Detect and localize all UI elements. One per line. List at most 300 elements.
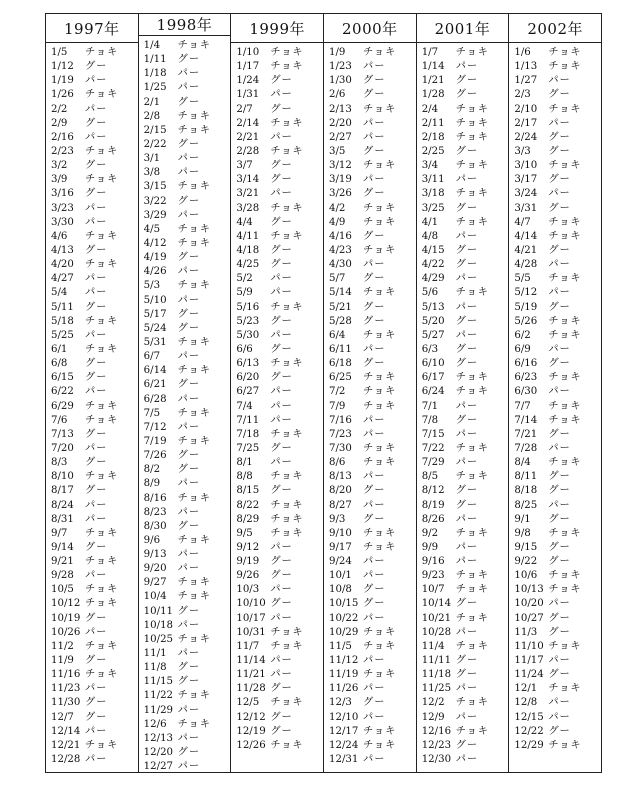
entry-row <box>514 230 601 244</box>
entry-row <box>144 39 231 53</box>
entry-date: 12/24 <box>329 739 359 751</box>
entry-date: 6/7 <box>143 351 161 363</box>
entry-date: 9/2 <box>421 527 439 539</box>
entry-hand: パー <box>270 584 293 596</box>
entry-date: 10/8 <box>329 584 352 596</box>
entry-hand: グー <box>270 725 293 737</box>
entry-date: 4/21 <box>514 244 538 256</box>
entry-row <box>236 159 323 173</box>
entry-hand: グー <box>177 747 201 759</box>
entry-hand: パー <box>270 89 293 101</box>
entry-row <box>514 597 601 611</box>
entry-date: 5/7 <box>329 273 346 285</box>
entry-hand: グー <box>270 259 293 271</box>
entry-hand: チョキ <box>85 669 119 681</box>
entry-hand: チョキ <box>270 202 304 214</box>
entry-row <box>144 378 231 392</box>
entry-row <box>422 555 509 569</box>
entry-row <box>236 612 323 626</box>
entry-date: 5/19 <box>514 301 538 313</box>
entry-date: 11/9 <box>51 655 74 667</box>
entry-date: 6/21 <box>143 379 167 391</box>
entry-hand: グー <box>85 160 108 172</box>
entry-date: 9/9 <box>421 541 439 553</box>
entry-hand: パー <box>548 499 571 511</box>
entry-date: 1/18 <box>143 68 167 80</box>
entry-hand: パー <box>455 626 479 638</box>
entry-date: 11/12 <box>329 655 359 667</box>
entry-row <box>51 541 138 555</box>
entry-hand: チョキ <box>455 570 489 582</box>
entry-row <box>514 371 601 385</box>
entry-row <box>329 60 416 74</box>
entry-row <box>329 725 416 739</box>
entry-date: 11/2 <box>51 640 74 652</box>
entry-row <box>51 74 138 88</box>
entry-row <box>422 612 509 626</box>
entry-hand: パー <box>177 549 201 561</box>
entry-date: 4/23 <box>329 244 352 256</box>
entry-row <box>422 499 509 513</box>
entry-hand: チョキ <box>363 527 397 539</box>
entry-row <box>236 74 323 88</box>
entry-date: 9/23 <box>421 570 445 582</box>
entry-hand: チョキ <box>85 343 119 355</box>
entry-date: 2/4 <box>421 103 439 115</box>
entry-date: 2/16 <box>51 131 74 143</box>
entry-date: 11/4 <box>421 640 445 652</box>
entry-hand: チョキ <box>548 527 582 539</box>
entry-row <box>144 732 231 746</box>
entry-row <box>236 400 323 414</box>
entry-hand: グー <box>85 372 108 384</box>
entry-row <box>236 286 323 300</box>
entry-row <box>144 138 231 152</box>
entry-row <box>51 400 138 414</box>
entry-row <box>329 202 416 216</box>
entry-row <box>422 711 509 725</box>
entry-row <box>144 562 231 576</box>
entry-hand: チョキ <box>455 160 489 172</box>
entry-hand: パー <box>363 131 386 143</box>
entry-row <box>51 315 138 329</box>
entry-hand: グー <box>270 372 293 384</box>
entry-date: 12/3 <box>329 697 352 709</box>
entry-hand: チョキ <box>548 329 582 341</box>
entry-hand: グー <box>85 655 108 667</box>
entry-row <box>144 633 231 647</box>
entry-date: 8/16 <box>143 492 167 504</box>
entry-row <box>514 739 601 753</box>
entry-date: 10/20 <box>514 598 544 610</box>
entry-date: 8/2 <box>143 464 161 476</box>
entry-row <box>329 187 416 201</box>
entry-row <box>422 46 509 60</box>
entry-hand: パー <box>363 428 386 440</box>
entry-hand: パー <box>548 655 571 667</box>
entry-row <box>422 640 509 654</box>
entry-row <box>144 265 231 279</box>
entry-row <box>329 456 416 470</box>
entry-date: 8/12 <box>421 485 445 497</box>
entry-date: 4/28 <box>514 259 538 271</box>
year-column <box>231 14 324 772</box>
entry-hand: グー <box>363 230 386 242</box>
entry-date: 3/12 <box>329 160 352 172</box>
entry-hand: チョキ <box>270 527 304 539</box>
entry-date: 4/29 <box>421 273 445 285</box>
entry-date: 4/6 <box>51 230 68 242</box>
entry-row <box>144 760 231 774</box>
entry-row <box>422 145 509 159</box>
entry-date: 3/3 <box>514 145 531 157</box>
entry-date: 9/6 <box>143 534 161 546</box>
entry-date: 11/26 <box>329 683 359 695</box>
entry-date: 7/19 <box>143 435 167 447</box>
entry-row <box>329 117 416 131</box>
entry-hand: チョキ <box>455 216 489 228</box>
entry-hand: パー <box>85 202 108 214</box>
entry-row <box>422 442 509 456</box>
entry-hand: パー <box>85 329 108 341</box>
entry-date: 12/30 <box>421 754 452 766</box>
entry-row <box>514 60 601 74</box>
entry-date: 3/25 <box>421 202 445 214</box>
year-header: 2002年 <box>509 14 601 43</box>
entry-row <box>329 499 416 513</box>
entry-date: 12/22 <box>514 725 544 737</box>
entry-date: 3/11 <box>421 174 445 186</box>
entry-hand: パー <box>548 343 571 355</box>
entry-hand: チョキ <box>548 570 582 582</box>
entry-hand: チョキ <box>177 181 211 193</box>
entry-hand: チョキ <box>363 541 397 553</box>
entry-row <box>51 202 138 216</box>
entry-date: 7/4 <box>236 400 253 412</box>
entry-row <box>236 371 323 385</box>
entry-hand: グー <box>270 598 293 610</box>
entry-date: 11/17 <box>514 655 544 667</box>
entry-row <box>422 258 509 272</box>
entry-date: 7/6 <box>51 414 68 426</box>
entry-date: 6/15 <box>51 372 74 384</box>
entry-date: 3/31 <box>514 202 538 214</box>
entry-row <box>51 301 138 315</box>
entry-date: 4/22 <box>421 259 445 271</box>
entry-hand: チョキ <box>548 457 582 469</box>
entry-hand: パー <box>455 428 479 440</box>
entry-row <box>329 654 416 668</box>
entry-row <box>329 88 416 102</box>
entry-date: 12/19 <box>236 725 266 737</box>
entry-hand: パー <box>85 287 108 299</box>
entry-date: 1/27 <box>514 75 538 87</box>
entry-hand: パー <box>363 711 386 723</box>
entry-hand: チョキ <box>455 697 489 709</box>
entry-list <box>231 43 323 753</box>
entry-date: 6/3 <box>421 343 439 355</box>
entry-row <box>236 216 323 230</box>
entry-row <box>51 216 138 230</box>
entry-hand: チョキ <box>363 103 397 115</box>
entry-date: 11/28 <box>236 683 266 695</box>
entry-hand: グー <box>548 669 571 681</box>
entry-row <box>422 682 509 696</box>
entry-row <box>51 258 138 272</box>
entry-hand: グー <box>363 315 386 327</box>
entry-date: 10/21 <box>421 612 452 624</box>
entry-date: 1/14 <box>421 61 445 73</box>
entry-date: 10/25 <box>143 633 174 645</box>
entry-hand: チョキ <box>548 640 582 652</box>
entry-row <box>329 470 416 484</box>
entry-hand: パー <box>177 704 201 716</box>
entry-row <box>236 428 323 442</box>
entry-date: 5/20 <box>421 315 445 327</box>
entry-date: 5/26 <box>514 315 538 327</box>
entry-row <box>514 385 601 399</box>
entry-hand: グー <box>455 598 479 610</box>
entry-hand: チョキ <box>363 640 397 652</box>
entry-date: 7/14 <box>514 414 538 426</box>
entry-date: 12/15 <box>514 711 544 723</box>
entry-date: 4/25 <box>236 259 260 271</box>
entry-hand: グー <box>85 301 108 313</box>
entry-hand: グー <box>548 358 571 370</box>
entry-date: 3/8 <box>143 167 161 179</box>
entry-hand: グー <box>363 584 386 596</box>
entry-row <box>144 647 231 661</box>
entry-row <box>329 230 416 244</box>
entry-date: 3/4 <box>421 160 439 172</box>
entry-hand: チョキ <box>548 315 582 327</box>
entry-date: 6/22 <box>51 386 74 398</box>
entry-row <box>144 336 231 350</box>
entry-row <box>51 739 138 753</box>
entry-date: 4/8 <box>421 230 439 242</box>
entry-row <box>422 159 509 173</box>
entry-hand: チョキ <box>85 174 119 186</box>
entry-date: 12/29 <box>514 739 544 751</box>
entry-date: 4/1 <box>421 216 439 228</box>
entry-hand: チョキ <box>177 280 211 292</box>
entry-hand: チョキ <box>85 471 119 483</box>
entry-hand: チョキ <box>548 47 582 58</box>
entry-row <box>422 428 509 442</box>
entry-date: 1/25 <box>143 82 167 94</box>
entry-hand: グー <box>548 725 571 737</box>
entry-hand: パー <box>363 117 386 129</box>
entry-hand: チョキ <box>177 110 211 122</box>
entry-row <box>422 343 509 357</box>
entry-hand: グー <box>455 485 479 497</box>
entry-row <box>514 357 601 371</box>
entry-row <box>422 301 509 315</box>
entry-hand: グー <box>455 739 479 751</box>
entry-row <box>236 654 323 668</box>
entry-date: 12/27 <box>143 761 174 773</box>
entry-hand: グー <box>363 598 386 610</box>
entry-hand: パー <box>363 655 386 667</box>
entry-row <box>144 421 231 435</box>
entry-row <box>422 725 509 739</box>
entry-hand: チョキ <box>455 471 489 483</box>
entry-hand: パー <box>270 612 293 624</box>
entry-hand: パー <box>270 287 293 299</box>
entry-hand: チョキ <box>177 223 211 235</box>
entry-hand: グー <box>85 358 108 370</box>
entry-row <box>51 711 138 725</box>
entry-row <box>236 414 323 428</box>
entry-hand: グー <box>363 145 386 157</box>
entry-hand: パー <box>85 513 108 525</box>
entry-date: 12/14 <box>51 725 81 737</box>
entry-hand: パー <box>177 294 201 306</box>
entry-hand: グー <box>270 174 293 186</box>
entry-row <box>514 640 601 654</box>
entry-row <box>514 583 601 597</box>
entry-row <box>144 364 231 378</box>
entry-row <box>236 569 323 583</box>
entry-row <box>514 301 601 315</box>
entry-row <box>422 74 509 88</box>
entry-date: 5/3 <box>143 280 161 292</box>
entry-row <box>51 244 138 258</box>
entry-date: 8/5 <box>421 471 439 483</box>
entry-row <box>144 124 231 138</box>
entry-date: 5/24 <box>143 322 167 334</box>
entry-row <box>422 470 509 484</box>
entry-date: 5/31 <box>143 336 167 348</box>
entry-date: 1/30 <box>329 75 352 87</box>
entry-row <box>514 145 601 159</box>
entry-date: 2/25 <box>421 145 445 157</box>
entry-date: 4/27 <box>51 273 74 285</box>
entry-date: 8/13 <box>329 471 352 483</box>
entry-row <box>514 173 601 187</box>
entry-row <box>329 597 416 611</box>
entry-date: 9/26 <box>236 570 260 582</box>
entry-row <box>144 166 231 180</box>
entry-date: 6/11 <box>329 343 352 355</box>
entry-date: 11/11 <box>421 655 452 667</box>
entry-hand: チョキ <box>455 131 489 143</box>
entry-row <box>329 272 416 286</box>
entry-row <box>422 272 509 286</box>
entry-row <box>422 216 509 230</box>
entry-hand: チョキ <box>548 414 582 426</box>
entry-row <box>51 414 138 428</box>
entry-hand: チョキ <box>177 40 211 51</box>
entry-row <box>422 513 509 527</box>
entry-row <box>51 159 138 173</box>
entry-hand: チョキ <box>548 273 582 285</box>
entry-hand: パー <box>270 669 293 681</box>
entry-hand: パー <box>177 421 201 433</box>
entry-row <box>329 400 416 414</box>
entry-date: 6/23 <box>514 372 538 384</box>
entry-row <box>144 746 231 760</box>
entry-row <box>514 414 601 428</box>
year-header: 1999年 <box>231 14 323 43</box>
entry-hand: チョキ <box>455 287 489 299</box>
entry-row <box>329 103 416 117</box>
entry-row <box>514 555 601 569</box>
entry-date: 5/17 <box>143 308 167 320</box>
entry-date: 10/27 <box>514 612 544 624</box>
entry-hand: チョキ <box>363 372 397 384</box>
entry-date: 12/21 <box>51 739 81 751</box>
entry-hand: グー <box>177 379 201 391</box>
entry-row <box>329 711 416 725</box>
entry-date: 1/28 <box>421 89 445 101</box>
entry-row <box>514 400 601 414</box>
entry-hand: パー <box>85 273 108 285</box>
entry-date: 2/18 <box>421 131 445 143</box>
entry-hand: チョキ <box>85 739 119 751</box>
entry-date: 11/15 <box>143 676 174 688</box>
entry-hand: パー <box>548 117 571 129</box>
entry-date: 9/20 <box>143 563 167 575</box>
entry-date: 9/1 <box>514 513 531 525</box>
entry-row <box>144 237 231 251</box>
entry-row <box>329 357 416 371</box>
entry-row <box>514 258 601 272</box>
entry-row <box>422 371 509 385</box>
entry-date: 11/25 <box>421 683 452 695</box>
entry-hand: グー <box>270 103 293 115</box>
entry-row <box>514 46 601 60</box>
entry-hand: グー <box>363 89 386 101</box>
entry-row <box>51 583 138 597</box>
entry-date: 8/1 <box>236 457 253 469</box>
entry-date: 6/18 <box>329 358 352 370</box>
entry-row <box>144 251 231 265</box>
entry-hand: パー <box>363 612 386 624</box>
entry-hand: パー <box>85 442 108 454</box>
entry-date: 3/23 <box>51 202 74 214</box>
entry-row <box>422 626 509 640</box>
entry-row <box>144 506 231 520</box>
entry-date: 8/17 <box>51 485 74 497</box>
entry-hand: パー <box>363 174 386 186</box>
entry-hand: チョキ <box>270 471 304 483</box>
entry-row <box>329 668 416 682</box>
entry-row <box>329 371 416 385</box>
entry-date: 2/1 <box>143 96 161 108</box>
entry-row <box>514 159 601 173</box>
entry-row <box>422 103 509 117</box>
entry-hand: グー <box>270 160 293 172</box>
entry-hand: チョキ <box>455 103 489 115</box>
entry-row <box>236 385 323 399</box>
entry-row <box>51 286 138 300</box>
entry-row <box>144 67 231 81</box>
entry-row <box>422 569 509 583</box>
entry-date: 10/26 <box>51 626 81 638</box>
entry-row <box>514 711 601 725</box>
entry-hand: パー <box>455 711 479 723</box>
entry-hand: パー <box>177 393 201 405</box>
entry-date: 1/31 <box>236 89 260 101</box>
entry-date: 3/15 <box>143 181 167 193</box>
entry-row <box>144 492 231 506</box>
entry-hand: パー <box>85 131 108 143</box>
entry-row <box>422 202 509 216</box>
entry-hand: チョキ <box>270 626 304 638</box>
entry-row <box>422 88 509 102</box>
entry-hand: グー <box>455 414 479 426</box>
